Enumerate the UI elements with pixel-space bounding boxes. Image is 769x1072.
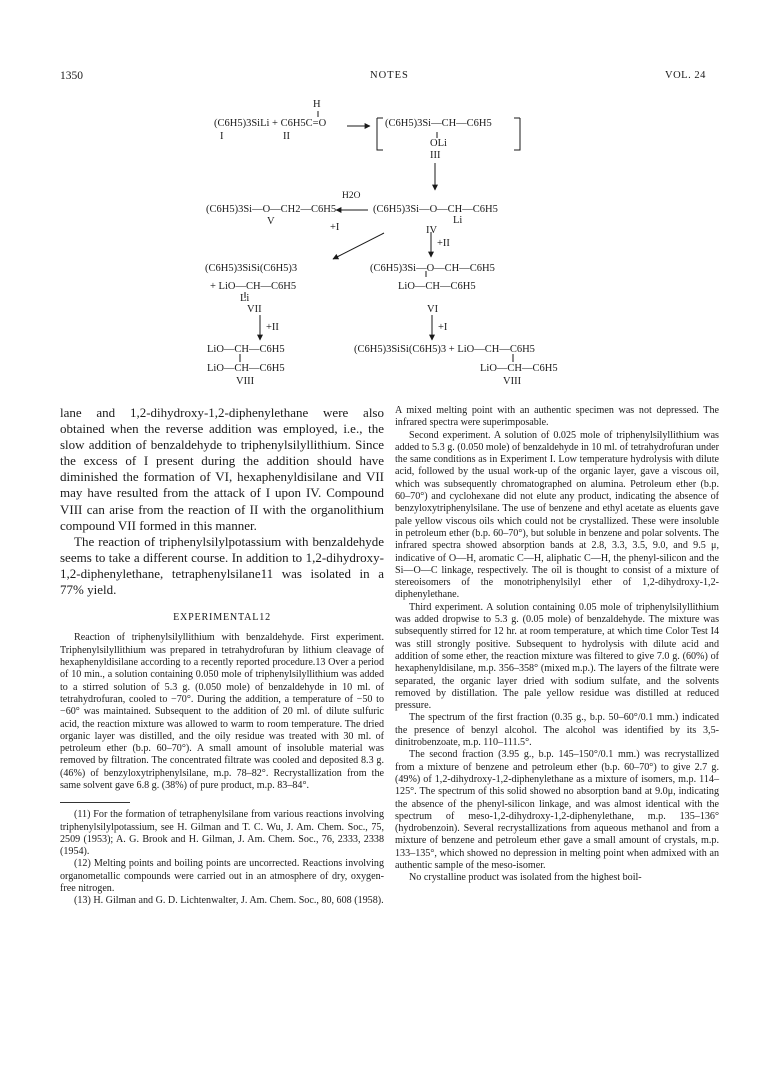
h-atom: H [313, 99, 321, 110]
page-number: 1350 [60, 70, 83, 82]
body-paragraph: lane and 1,2-dihydroxy-1,2-diphenylethane were also obtained when the reverse addition was employed, i.e., the slow addition of benzaldehyde to triphenylsilyllithium. Since the excess of I present during the addition should have diminished the formation of VI, hexaphenyldisilane and VII may have resulted from the attack of I upon IV. Compound VIII can arise from the reaction of II with the organolithium compound VII formed in this manner. [60, 405, 384, 533]
label-V: V [267, 216, 275, 227]
arrow-diagonal [333, 233, 384, 259]
right-final-products: (C6H5)3SiSi(C6H5)3 + LiO—CH—C6H5 [354, 344, 535, 355]
body-paragraph: The spectrum of the first fraction (0.35 g., b.p. 50–60°/0.1 mm.) indicated the presence of benzyl alcohol. The alcohol was identified by its 3,5-dinitrobenzoate, m.p. 110–111.5°. [395, 712, 719, 749]
footnote: (13) H. Gilman and G. D. Lichtenwalter, J. Am. Chem. Soc., 80, 608 (1958). [74, 895, 384, 907]
right-final-bottom: LiO—CH—C6H5 [480, 363, 558, 374]
pinacolate-top: LiO—CH—C6H5 [207, 344, 285, 355]
plus-II-down: +II [437, 238, 450, 249]
label-VIII-b: VIII [503, 376, 522, 387]
plus-I-lower: +I [438, 322, 448, 333]
label-III: III [430, 150, 441, 161]
compound-IV: (C6H5)3Si—O—CH—C6H5 [373, 204, 498, 215]
footnote-rule [60, 802, 130, 803]
section-heading: EXPERIMENTAL12 [173, 612, 271, 624]
bracket-left [377, 118, 383, 150]
plus-II-lower: +II [266, 322, 279, 333]
running-head: NOTES [370, 70, 409, 81]
intermediate-formula: (C6H5)3Si—CH—C6H5 [385, 118, 492, 129]
body-paragraph: The reaction of triphenylsilylpotassium with benzaldehyde seems to take a different course. In addition to 1,2-dihydroxy-1,2-diphenylethane, tetraphenylsilane11 was isolated in a 77% yield. [60, 533, 384, 598]
label-VIII: VIII [236, 376, 255, 387]
compound-VI-bottom: LiO—CH—C6H5 [398, 281, 476, 292]
compound-V: (C6H5)3Si—O—CH2—C6H5 [206, 204, 337, 215]
experimental-paragraph: Reaction of triphenylsilyllithium with benzaldehyde. First experiment. Triphenylsilyllithium was prepared in tetrahydrofuran by lithium cleavage of hexaphenyldisilane according to a recently reported procedure.13 Over a period of 10 min., a solution containing 0.050 mole of triphenylsilyllithium was added to a stirred solution of 5.3 g. (0.050 mole) of benzaldehyde in 10 ml. of tetrahydrofuran, cooled to −70°. During the addition, a temperature of −50 to −60° was maintained. Subsequent to the addition of 20 ml. of dilute sulfuric acid, the reaction mixture was allowed to warm to room temperature. The dried organic layer was distilled, and the oily residue was treated with 30 ml. of petroleum ether (b.p. 60–70°). A small amount of insoluble material was removed by filtration. The concentrated filtrate was cooled and deposited 8.3 g. (46%) of benzyloxytriphenylsilane, m.p. 78–82°. Recrystallization from the same solvent gave 6.8 g. (38%) of pure product, m.p. 83–84°. [60, 632, 384, 791]
compound-VI-top: (C6H5)3Si—O—CH—C6H5 [370, 263, 495, 274]
water-label: H2O [342, 191, 361, 201]
reactants-formula: (C6H5)3SiLi + C6H5C=O [214, 118, 327, 129]
volume-label: VOL. 24 [665, 70, 706, 81]
li-VII: Li [240, 293, 250, 304]
label-I: I [220, 131, 224, 142]
lio-chain: + LiO—CH—C6H5 [210, 281, 297, 292]
bracket-right [514, 118, 520, 150]
footnote: (12) Melting points and boiling points are uncorrected. Reactions involving organometallic compounds were carried out in an atmosphere of dry, oxygen-free nitrogen. [60, 858, 384, 895]
li-IV: Li [453, 215, 463, 226]
body-paragraph: A mixed melting point with an authentic specimen was not depressed. The infrared spectra were superimposable. [395, 405, 719, 429]
right-column [395, 405, 719, 885]
label-IV: IV [426, 225, 438, 236]
body-paragraph: The second fraction (3.95 g., b.p. 145–150°/0.1 mm.) was recrystallized from a mixture of benzene and petroleum ether (b.p. 60–70°) to give 2.7 g. (49%) of 1,2-dihydroxy-1,2-diphenylethane as a mixture of isomers, m.p. 114–125°. The spectrum of this solid showed no absorption band at 9.0μ, indicating the absence of the phenyl-silicon linkage, and was almost identical with the spectrum of meso-1,2-dihydroxy-1,2-diphenylethane, m.p. 135–136° (hydrobenzoin). Several recrystallizations from aqueous methanol and from a mixture of benzene and petroleum ether gave a small amount of crystals, m.p. 133–135°, which showed no depression in melting point when admixed with an authentic sample of the meso-isomer. [395, 749, 719, 871]
pinacolate-bottom: LiO—CH—C6H5 [207, 363, 285, 374]
hexaphenyldisilane: (C6H5)3SiSi(C6H5)3 [205, 263, 298, 274]
label-VI: VI [427, 304, 439, 315]
footnote: (11) For the formation of tetraphenylsilane from various reactions involving triphenylsilylpotassium, see H. Gilman and T. C. Wu, J. Am. Chem. Soc., 75, 2509 (1953); A. G. Brook and H. Gilman, J. Am. Chem. Soc., 76, 2333, 2338 (1954). [60, 809, 384, 858]
plus-I-diag: +I [330, 222, 340, 233]
label-II: II [283, 131, 290, 142]
body-paragraph: Third experiment. A solution containing 0.05 mole of triphenylsilyllithium was added dropwise to 5.3 g. (0.05 mole) of benzaldehyde. The mixture was subsequently stirred for 12 hr. at room temperature, at which time Color Test I4 was still strongly positive. Subsequent to hydrolysis with dilute acid and addition of some ether, the reaction mixture was filtered to give 7.0 g. (60%) of hexaphenyldisilane, m.p. 356–358° (mixed m.p.). The layers of the filtrate were separated, the organic layer dried with sodium sulfate, and the solvents removed by distillation. The pale yellow residue was distilled at reduced pressure. [395, 601, 719, 712]
label-VII: VII [247, 304, 262, 315]
body-paragraph: Second experiment. A solution of 0.025 mole of triphenylsilyllithium was added to 5.3 g. (0.050 mole) of benzaldehyde in 10 ml. of tetrahydrofuran under the same conditions as in Experiment I. Low temperature hydrolysis with dilute acid, followed by the usual work-up of the organic layer, gave a viscous oil, which was subsequently chromatographed on alumina. Petroleum ether (b.p. 60–70°) and cyclohexane did not elute any product, indicating the absence of benzyloxytriphenylsilane. The use of benzene and ethyl acetate as eluents gave pale yellow viscous oils which could not be crystallized. These were insoluble in petroleum ether (b.p. 60–70°), but soluble in benzene and polar solvents. The infrared spectra showed absorption bands at 2.8, 3.3, 3.5, 9.0, and 9.5 μ, indicative of O—H, aromatic C—H, aliphatic C—H, the phenyl-silicon and the Si—O—C linkage, respectively. The oil is thought to consist of a mixture of stereoisomers of the monotriphenylsilyl ether of 1,2-dihydroxy-1,2-diphenylethane. [395, 429, 719, 601]
body-paragraph: No crystalline product was isolated from the highest boil- [409, 872, 642, 884]
oli-group: OLi [430, 138, 447, 149]
left-column [60, 405, 384, 908]
